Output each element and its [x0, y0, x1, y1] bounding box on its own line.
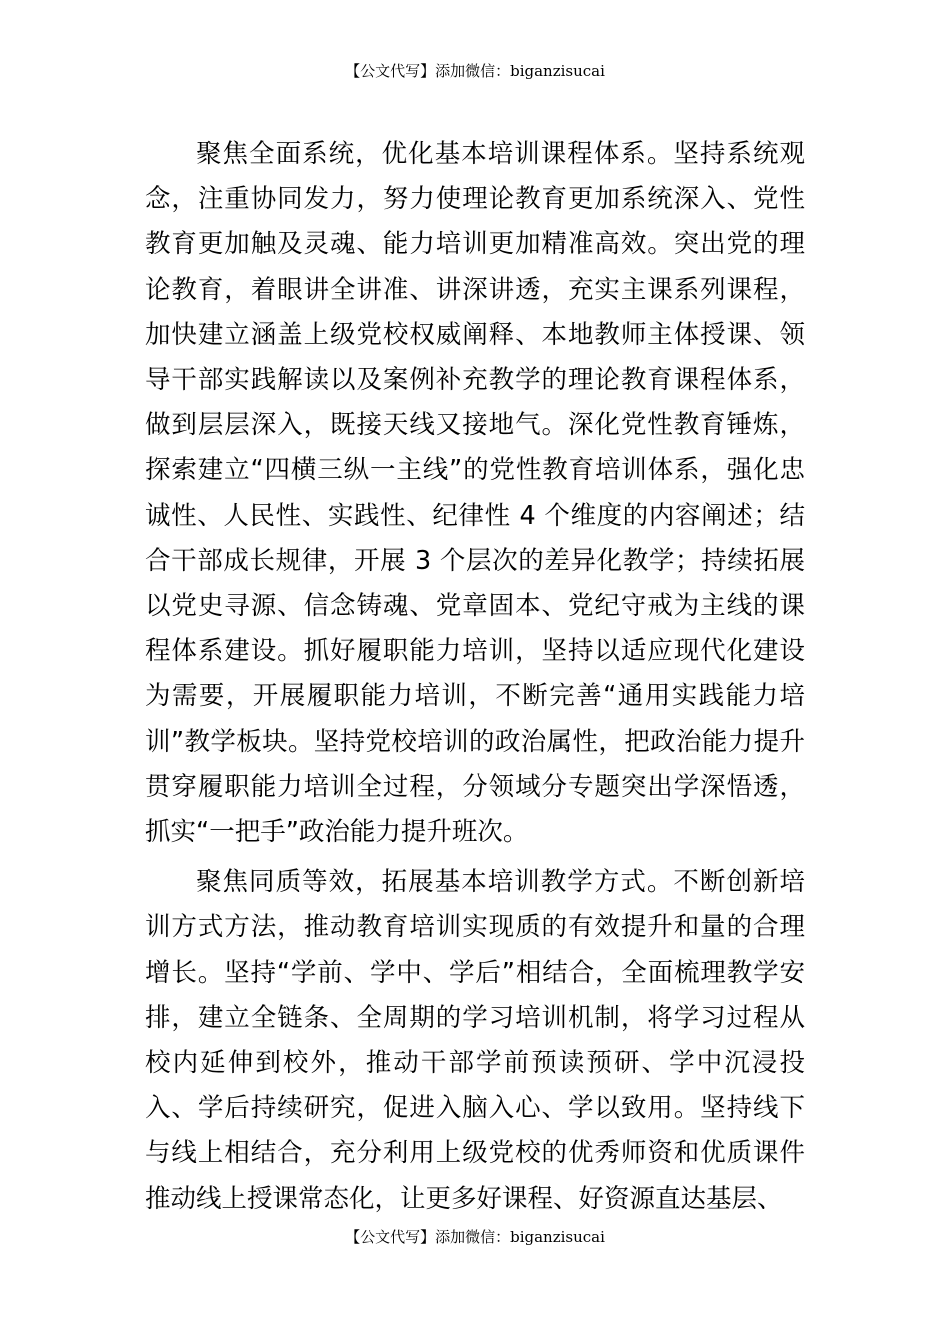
- paragraph-teaching-methods: 聚焦同质等效，拓展基本培训教学方式。不断创新培训方式方法，推动教育培训实现质的有效提升和量的合理增长。坚持“学前、学中、学后”相结合，全面梳理教学安排，建立全链条、全周期的学习培训机制，将学习过程从校内延伸到校外，推动干部学前预读预研、学中沉浸投入、学后持续研究，促进入脑入心、学以致用。坚持线下与线上相结合，充分利用上级党校的优秀师资和优质课件推动线上授课常态化，让更多好课程、好资源直达基层、: [145, 867, 805, 1214]
- document-body: [145, 132, 805, 1222]
- page-footer-watermark: 【公文代写】添加微信：biganzisucai: [345, 1228, 605, 1246]
- paragraph-course-system: 聚焦全面系统，优化基本培训课程体系。坚持系统观念，注重协同发力，努力使理论教育更加系统深入、党性教育更加触及灵魂、能力培训更加精准高效。突出党的理论教育，着眼讲全讲准、讲深讲透，充实主课系列课程，加快建立涵盖上级党校权威阐释、本地教师主体授课、领导干部实践解读以及案例补充教学的理论教育课程体系，做到层层深入，既接天线又接地气。深化党性教育锤炼，探索建立“四横三纵一主线”的党性教育培训体系，强化忠诚性、人民性、实践性、纪律性 4 个维度的内容阐述；结合干部成长规律，开展 3 个层次的差异化教学；持续拓展以党史寻源、信念铸魂、党章固本、党纪守戒为主线的课程体系建设。抓好履职能力培训，坚持以适应现代化建设为需要，开展履职能力培训，不断完善“通用实践能力培训”教学板块。坚持党校培训的政治属性，把政治能力提升贯穿履职能力培训全过程，分领域分专题突出学深悟透，抓实“一把手”政治能力提升班次。: [145, 139, 805, 848]
- page-header-watermark: 【公文代写】添加微信：biganzisucai: [345, 62, 605, 80]
